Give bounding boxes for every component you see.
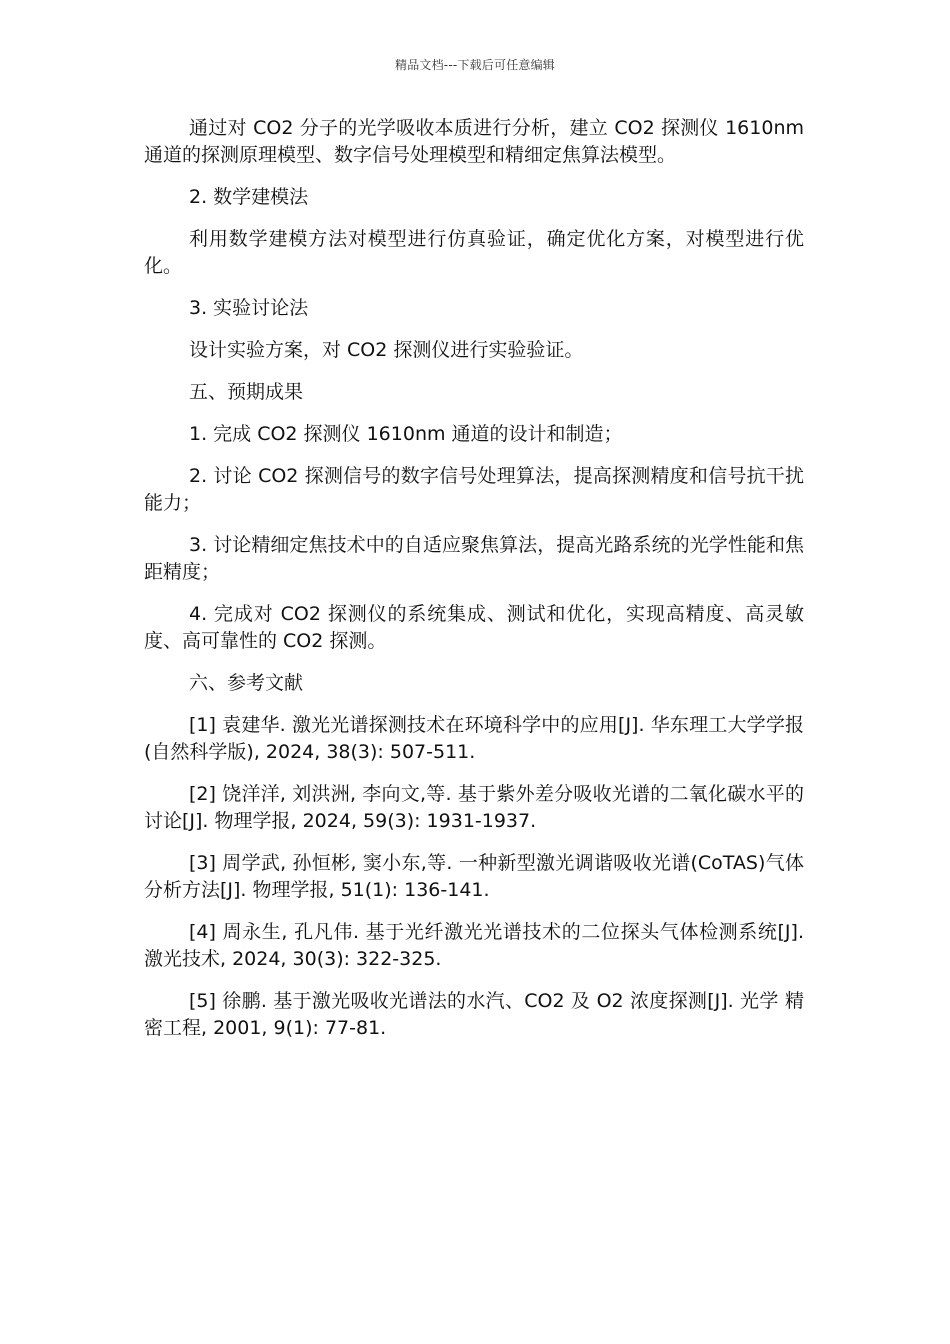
reference-item: [2] 饶洋洋, 刘洪洲, 李向文,等. 基于紫外差分吸收光谱的二氧化碳水平的讨论[J]. 物理学报, 2024, 59(3): 1931-1937. [144, 783, 804, 832]
page-header: 精品文档---下载后可任意编辑 [395, 58, 555, 72]
reference-item: [1] 袁建华. 激光光谱探测技术在环境科学中的应用[J]. 华东理工大学学报(自然科学版), 2024, 38(3): 507-511. [144, 714, 804, 763]
reference-item: [4] 周永生, 孔凡伟. 基于光纤激光光谱技术的二位探头气体检测系统[J]. 激光技术, 2024, 30(3): 322-325. [144, 921, 804, 970]
expected-result-item: 3. 讨论精细定焦技术中的自适应聚焦算法，提高光路系统的光学性能和焦距精度； [144, 534, 804, 583]
experiment-paragraph: 设计实验方案，对 CO2 探测仪进行实验验证。 [189, 339, 584, 361]
expected-result-item: 2. 讨论 CO2 探测信号的数字信号处理算法，提高探测精度和信号抗干扰能力； [144, 465, 804, 514]
reference-item: [5] 徐鹏. 基于激光吸收光谱法的水汽、CO2 及 O2 浓度探测[J]. 光学 精密工程, 2001, 9(1): 77-81. [144, 990, 804, 1039]
method-intro-paragraph: 通过对 CO2 分子的光学吸收本质进行分析，建立 CO2 探测仪 1610nm 通道的探测原理模型、数字信号处理模型和精细定焦算法模型。 [144, 117, 804, 166]
document-body [144, 115, 804, 1057]
expected-result-item: 4. 完成对 CO2 探测仪的系统集成、测试和优化，实现高精度、高灵敏度、高可靠性的 CO2 探测。 [144, 603, 804, 652]
section-heading-experiment: 3. 实验讨论法 [189, 297, 309, 319]
section-heading-references: 六、参考文献 [189, 672, 304, 694]
math-modeling-paragraph: 利用数学建模方法对模型进行仿真验证，确定优化方案，对模型进行优化。 [144, 228, 804, 277]
expected-result-item: 1. 完成 CO2 探测仪 1610nm 通道的设计和制造； [189, 423, 623, 445]
section-heading-expected-results: 五、预期成果 [189, 381, 304, 403]
reference-item: [3] 周学武, 孙恒彬, 窦小东,等. 一种新型激光调谐吸收光谱(CoTAS)气体分析方法[J]. 物理学报, 51(1): 136-141. [144, 852, 804, 901]
section-heading-math-modeling: 2. 数学建模法 [189, 186, 309, 208]
